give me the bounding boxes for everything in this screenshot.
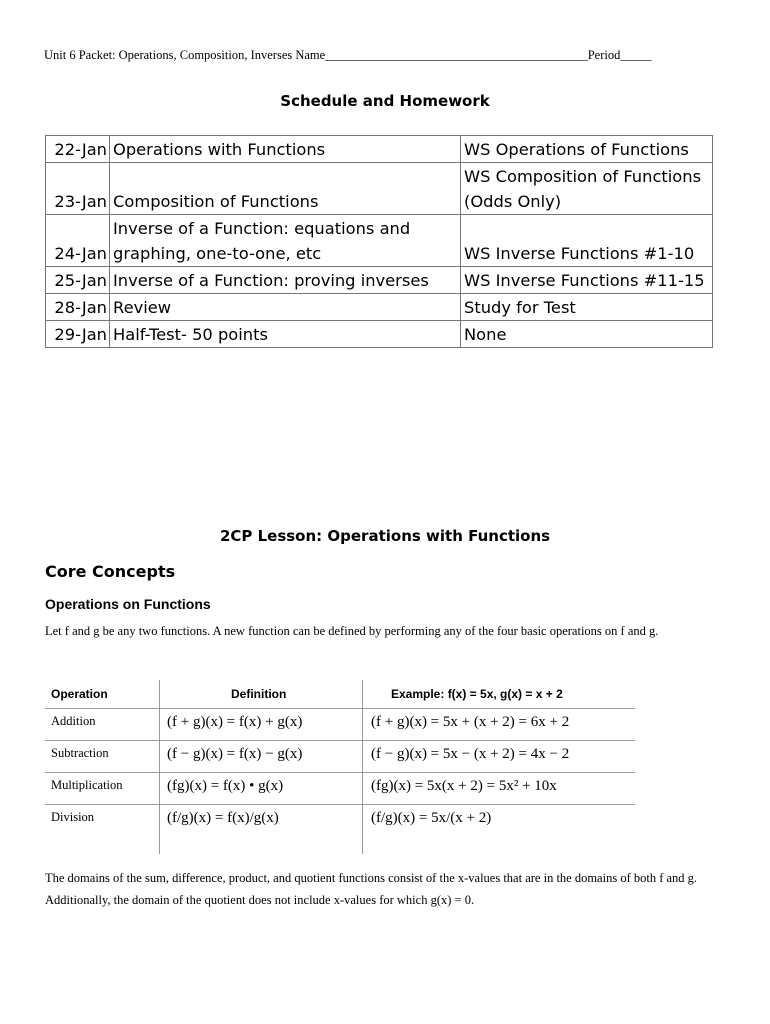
topic-cell: Composition of Functions <box>110 163 461 215</box>
intro-paragraph: Let f and g be any two functions. A new function can be defined by performing any of the four basic operations on f and g. <box>45 624 659 638</box>
definition-cell: (f + g)(x) = f(x) + g(x) <box>167 714 303 730</box>
definition-cell: (fg)(x) = f(x) • g(x) <box>167 778 284 794</box>
domain-paragraph: The domains of the sum, difference, product, and quotient functions consist of the x-values that are in the domains of both f and g. Additionally, the domain of the quotient does not include x-values for which g(x) = 0. <box>45 871 698 907</box>
example-cell: (f + g)(x) = 5x + (x + 2) = 6x + 2 <box>371 714 570 730</box>
homework-cell: WS Inverse Functions #11-15 <box>461 267 713 294</box>
definition-cell: (f − g)(x) = f(x) − g(x) <box>167 746 303 762</box>
operation-cell: Addition <box>51 714 96 728</box>
table-row <box>46 163 713 215</box>
date-cell: 29-Jan <box>46 321 110 348</box>
homework-cell: None <box>461 321 713 348</box>
row-divider <box>45 740 635 741</box>
homework-cell: WS Composition of Functions (Odds Only) <box>461 163 713 215</box>
row-divider <box>45 772 635 773</box>
date-cell: 22-Jan <box>46 136 110 163</box>
topic-cell: Half-Test- 50 points <box>110 321 461 348</box>
col-example-header: Example: f(x) = 5x, g(x) = x + 2 <box>391 687 563 701</box>
homework-cell: Study for Test <box>461 294 713 321</box>
row-divider <box>45 804 635 805</box>
operation-cell: Subtraction <box>51 746 109 760</box>
operation-cell: Division <box>51 810 95 824</box>
definition-cell: (f/g)(x) = f(x)/g(x) <box>167 810 279 826</box>
date-cell: 24-Jan <box>46 215 110 267</box>
homework-cell: WS Operations of Functions <box>461 136 713 163</box>
col-definition-header: Definition <box>231 687 287 701</box>
schedule-table <box>45 135 713 348</box>
date-cell: 28-Jan <box>46 294 110 321</box>
operation-cell: Multiplication <box>51 778 123 792</box>
topic-cell: Review <box>110 294 461 321</box>
homework-cell: WS Inverse Functions #1-10 <box>461 215 713 267</box>
row-divider <box>45 708 635 709</box>
example-cell: (f − g)(x) = 5x − (x + 2) = 4x − 2 <box>371 746 570 762</box>
table-row <box>46 215 713 267</box>
operations-heading: Operations on Functions <box>45 596 211 612</box>
column-divider <box>362 680 363 854</box>
topic-cell: Inverse of a Function: equations and graphing, one-to-one, etc <box>110 215 461 267</box>
example-cell: (fg)(x) = 5x(x + 2) = 5x² + 10x <box>371 778 557 794</box>
example-cell: (f/g)(x) = 5x/(x + 2) <box>371 810 492 826</box>
lesson-title: 2CP Lesson: Operations with Functions <box>219 527 551 545</box>
table-row <box>46 136 713 163</box>
table-row <box>46 294 713 321</box>
topic-cell: Inverse of a Function: proving inverses <box>110 267 461 294</box>
col-operation-header: Operation <box>51 687 108 701</box>
schedule-title: Schedule and Homework <box>280 92 490 110</box>
page-header: Unit 6 Packet: Operations, Composition, Inverses Name__________________________________________Period_____ <box>44 48 652 62</box>
table-row <box>46 321 713 348</box>
column-divider <box>159 680 160 854</box>
date-cell: 25-Jan <box>46 267 110 294</box>
topic-cell: Operations with Functions <box>110 136 461 163</box>
date-cell: 23-Jan <box>46 163 110 215</box>
table-row <box>46 267 713 294</box>
core-concepts-heading: Core Concepts <box>45 562 176 581</box>
